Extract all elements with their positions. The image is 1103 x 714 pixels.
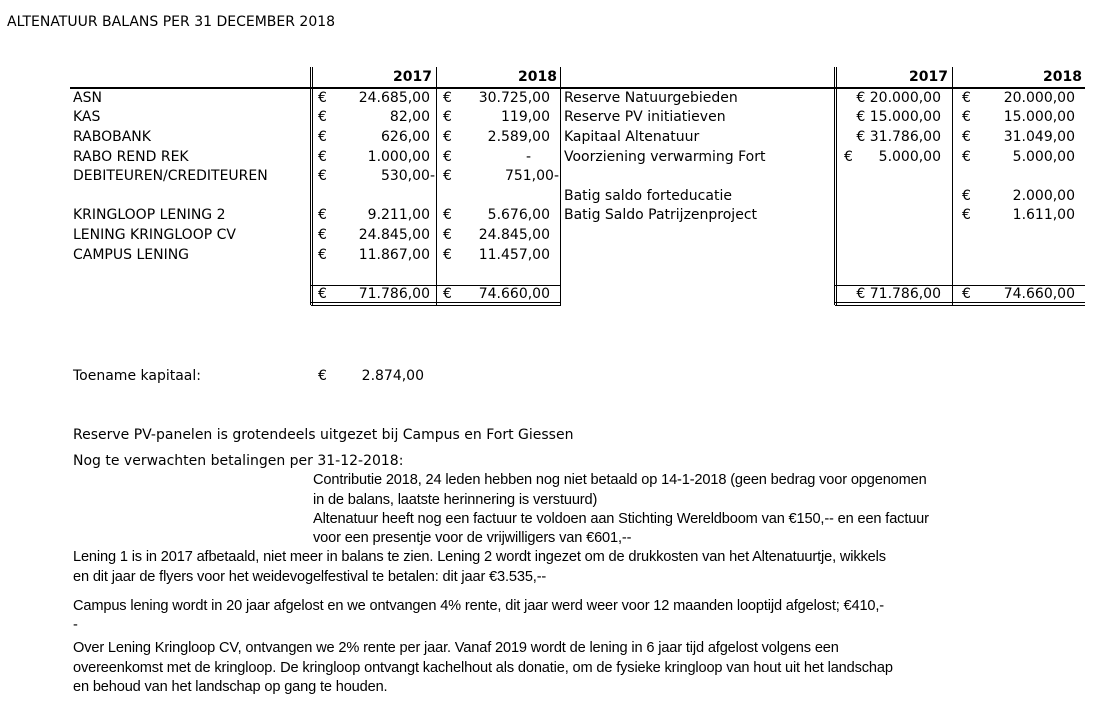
note-expected-1-line1: Contributie 2018, 24 leden hebben nog niet betaald op 14-1-2018 (geen bedrag voor opgenomen — [313, 472, 927, 488]
liability-label: Batig Saldo Patrijzenproject — [564, 207, 757, 223]
asset-value-2018: 30.725,00 — [478, 90, 550, 106]
liability-value-2018: 5.000,00 — [1012, 149, 1075, 165]
euro-sign: € — [318, 247, 327, 263]
euro-sign: € — [443, 247, 452, 263]
note-campus-line1: Campus lening wordt in 20 jaar afgelost en we ontvangen 4% rente, dit jaar werd weer voor 12 maanden looptijd afgelost; €410,- — [73, 598, 885, 614]
asset-value-2017: 530,00- — [380, 168, 435, 184]
euro-sign: € — [962, 188, 971, 204]
euro-sign: € — [318, 129, 327, 145]
note-kringloop-line1: Over Lening Kringloop CV, ontvangen we 2% rente per jaar. Vanaf 2019 wordt de lening in 6 jaar tijd afgelost volgens een — [73, 640, 839, 656]
capital-increase-value: 2.874,00 — [361, 368, 424, 384]
asset-label: ASN — [73, 90, 102, 106]
asset-value-2017: 11.867,00 — [358, 247, 430, 263]
asset-label: RABO REND REK — [73, 149, 189, 165]
euro-sign: € — [318, 109, 327, 125]
liability-label: Reserve PV initiatieven — [564, 109, 726, 125]
liability-label: Batig saldo forteducatie — [564, 188, 732, 204]
liab-header-2017: 2017 — [909, 69, 948, 85]
euro-sign: € — [318, 149, 327, 165]
euro-sign: € — [962, 207, 971, 223]
euro-sign: € — [443, 109, 452, 125]
euro-sign: € — [962, 109, 971, 125]
liability-label: Kapitaal Altenatuur — [564, 129, 700, 145]
note-kringloop-line2: overeenkomst met de kringloop. De kringloop ontvangt kachelhout als donatie, om de fysieke kringloop van hout uit het landschap — [73, 660, 893, 676]
liability-value-2018: 20.000,00 — [1003, 90, 1075, 106]
asset-value-2018: - — [525, 149, 531, 165]
liability-total-2017: € 71.786,00 — [856, 286, 941, 302]
asset-value-2017: 9.211,00 — [367, 207, 430, 223]
asset-value-2018: 751,00- — [504, 168, 559, 184]
liability-value-2018: 1.611,00 — [1012, 207, 1075, 223]
asset-value-2018: 11.457,00 — [478, 247, 550, 263]
liab-header-2018: 2018 — [1043, 69, 1082, 85]
liability-total-2018: 74.660,00 — [1003, 286, 1075, 302]
asset-value-2018: 2.589,00 — [487, 129, 550, 145]
total-bottom-rule — [311, 305, 561, 306]
note-campus-line2: - — [73, 617, 78, 633]
asset-value-2017: 626,00 — [381, 129, 430, 145]
liability-label: Voorziening verwarming Fort — [564, 149, 766, 165]
euro-sign: € — [443, 129, 452, 145]
liability-value-2018: 31.049,00 — [1003, 129, 1075, 145]
asset-value-2017: 24.685,00 — [358, 90, 430, 106]
col-divider — [436, 67, 437, 305]
asset-value-2018: 119,00 — [501, 109, 550, 125]
asset-total-2017: 71.786,00 — [358, 286, 430, 302]
col-divider — [952, 67, 953, 305]
assets-header-2018: 2018 — [518, 69, 557, 85]
liability-value-2018: 15.000,00 — [1003, 109, 1075, 125]
asset-value-2017: 24.845,00 — [358, 227, 430, 243]
euro-sign: € — [443, 149, 452, 165]
note-reserve-pv: Reserve PV-panelen is grotendeels uitgezet bij Campus en Fort Giessen — [73, 427, 574, 443]
total-bottom-rule — [835, 305, 1085, 306]
asset-value-2017: 82,00 — [389, 109, 430, 125]
liability-value-2017: € 15.000,00 — [856, 109, 941, 125]
note-expected-header: Nog te verwachten betalingen per 31-12-2018: — [73, 453, 404, 469]
euro-sign: € — [443, 227, 452, 243]
note-lening1-line2: en dit jaar de flyers voor het weidevogelfestival te betalen: dit jaar €3.535,-- — [73, 569, 547, 585]
note-kringloop-line3: en behoud van het landschap op gang te houden. — [73, 679, 388, 695]
asset-value-2018: 24.845,00 — [478, 227, 550, 243]
euro-sign: € — [318, 368, 327, 384]
asset-label: CAMPUS LENING — [73, 247, 190, 263]
euro-sign: € — [443, 207, 452, 223]
asset-label: DEBITEUREN/CREDITEUREN — [73, 168, 268, 184]
col-divider — [834, 67, 835, 305]
asset-value-2018: 5.676,00 — [487, 207, 550, 223]
euro-sign: € — [318, 227, 327, 243]
liability-value-2018: 2.000,00 — [1012, 188, 1075, 204]
euro-sign: € — [962, 149, 971, 165]
col-divider — [560, 67, 561, 305]
euro-sign: € — [318, 207, 327, 223]
euro-sign: € — [962, 129, 971, 145]
asset-label: KAS — [73, 109, 101, 125]
euro-sign: € — [443, 286, 452, 302]
asset-label: LENING KRINGLOOP CV — [73, 227, 236, 243]
euro-sign: € — [443, 168, 452, 184]
asset-label: RABOBANK — [73, 129, 151, 145]
euro-sign: € — [844, 149, 853, 165]
euro-sign: € — [318, 286, 327, 302]
note-expected-2-line1: Altenatuur heeft nog een factuur te voldoen aan Stichting Wereldboom van €150,-- en een factuur — [313, 511, 929, 527]
asset-value-2017: 1.000,00 — [367, 149, 430, 165]
col-divider — [312, 67, 313, 305]
note-expected-1-line2: in de balans, laatste herinnering is verstuurd) — [313, 492, 598, 508]
euro-sign: € — [962, 90, 971, 106]
liability-value-2017: 5.000,00 — [878, 149, 941, 165]
liability-value-2017: € 20.000,00 — [856, 90, 941, 106]
assets-header-2017: 2017 — [393, 69, 432, 85]
document-title: ALTENATUUR BALANS PER 31 DECEMBER 2018 — [7, 14, 336, 30]
asset-total-2018: 74.660,00 — [478, 286, 550, 302]
euro-sign: € — [318, 90, 327, 106]
euro-sign: € — [443, 90, 452, 106]
capital-increase-label: Toename kapitaal: — [73, 368, 201, 384]
col-divider — [310, 67, 311, 305]
asset-label: KRINGLOOP LENING 2 — [73, 207, 226, 223]
note-expected-2-line2: voor een presentje voor de vrijwilligers van €601,-- — [313, 530, 632, 546]
liability-label: Reserve Natuurgebieden — [564, 90, 738, 106]
euro-sign: € — [962, 286, 971, 302]
col-divider — [836, 67, 837, 305]
note-lening1-line1: Lening 1 is in 2017 afbetaald, niet meer in balans te zien. Lening 2 wordt ingezet om de drukkosten van het Altenatuurtje, wikkels — [73, 549, 886, 565]
euro-sign: € — [318, 168, 327, 184]
liability-value-2017: € 31.786,00 — [856, 129, 941, 145]
